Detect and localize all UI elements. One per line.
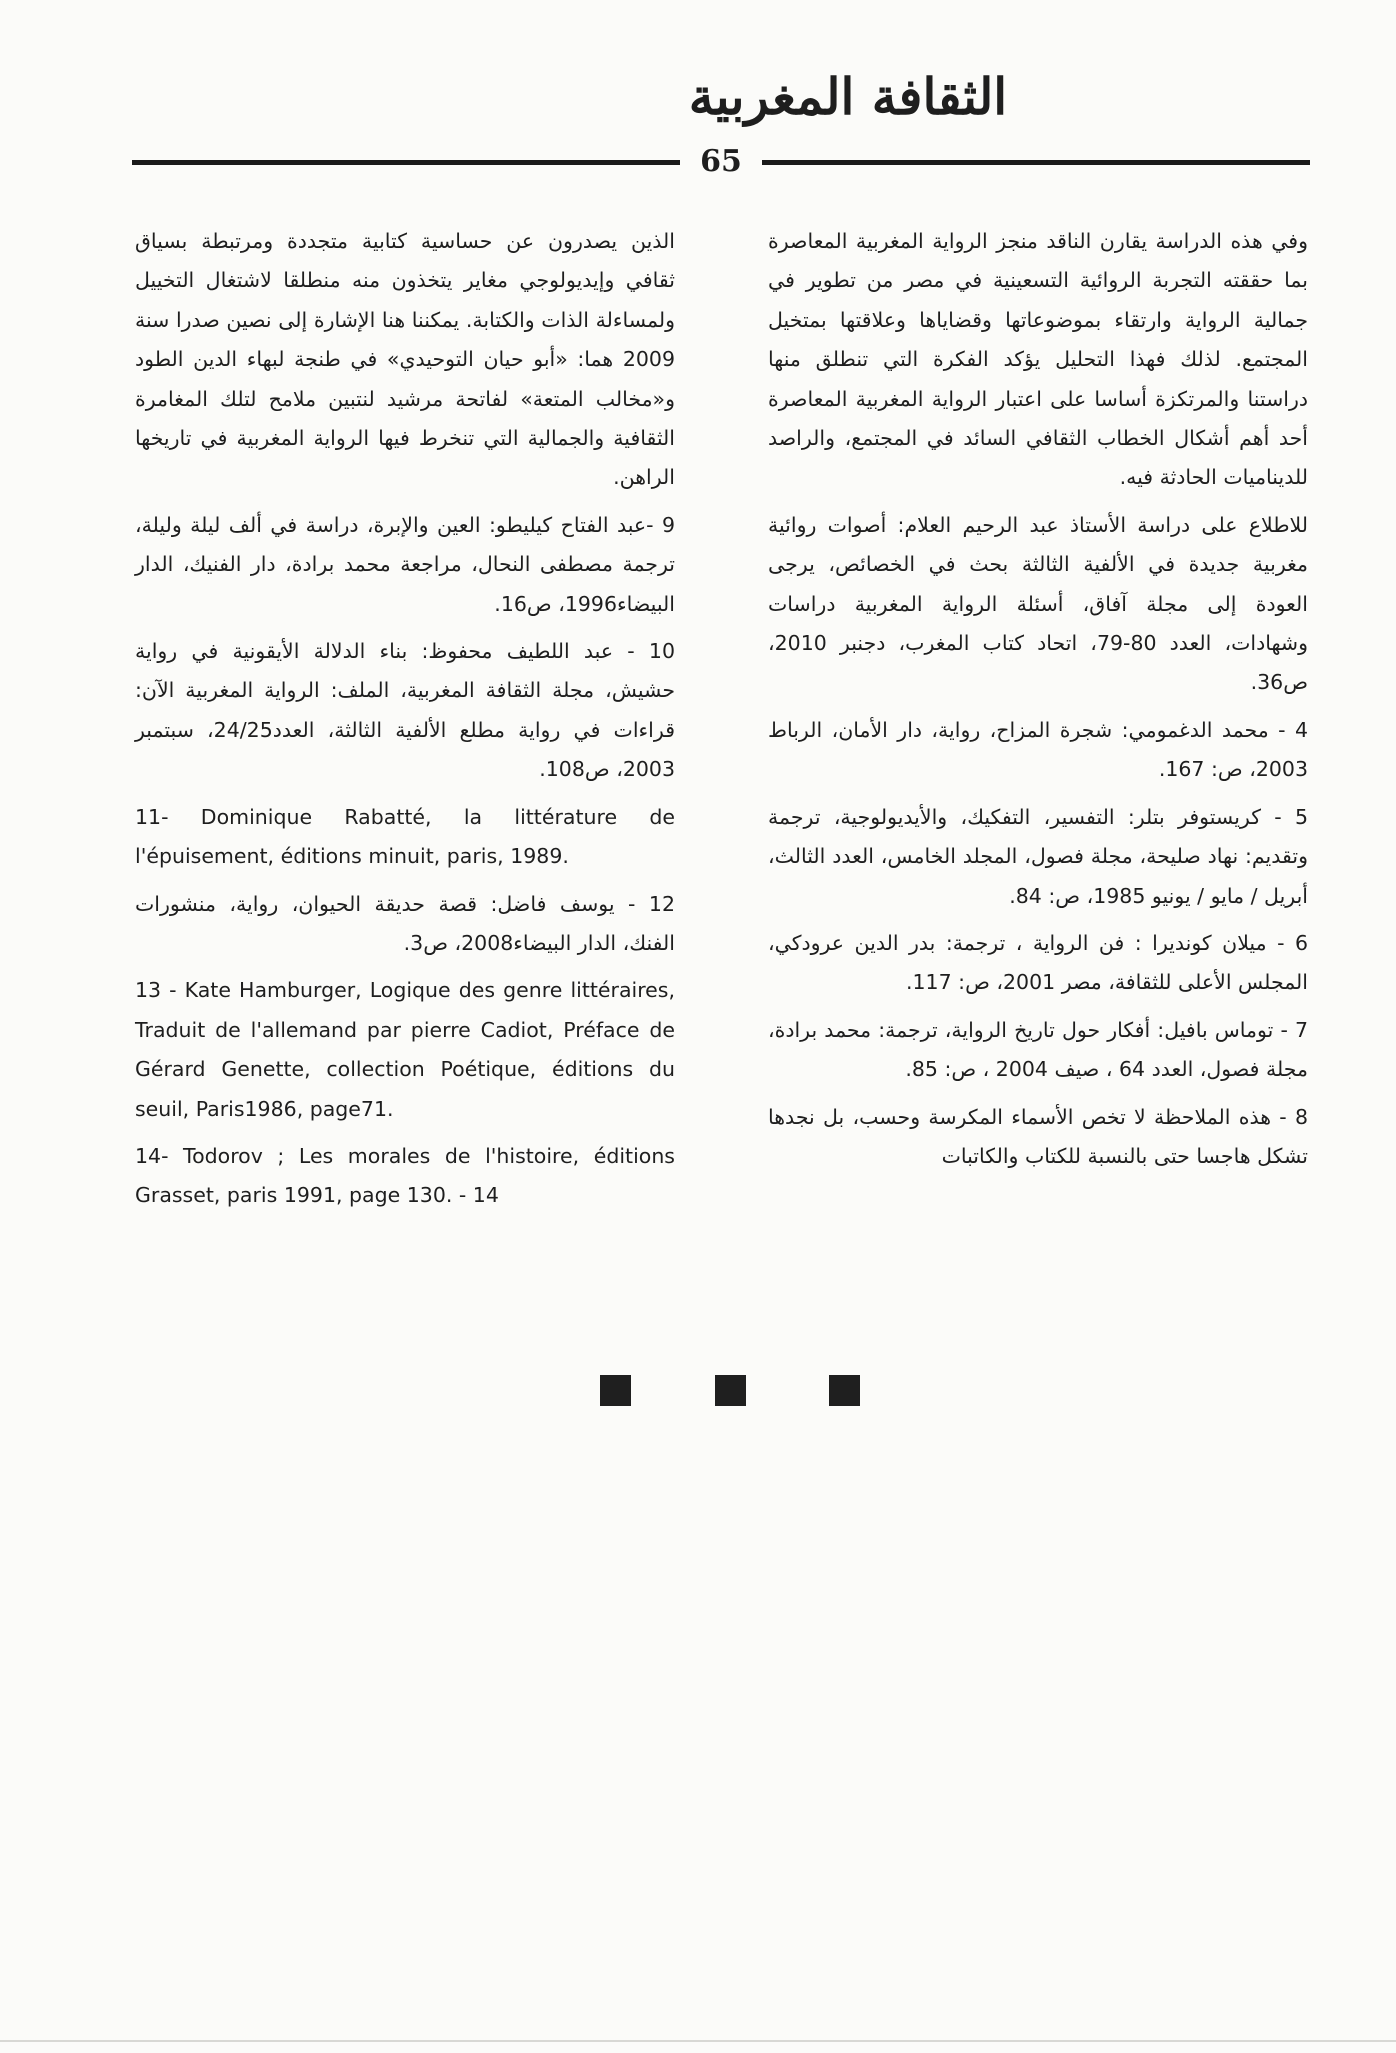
footnote-6: 6 - ميلان كونديرا : فن الرواية ، ترجمة: بدر الدين عرودكي، المجلس الأعلى للثقافة، مصر 2001، ص: 117. — [768, 930, 1308, 995]
footnote-paragraph: للاطلاع على دراسة الأستاذ عبد الرحيم العلام: أصوات روائية مغربية جديدة في الألفية الثالثة بحث في الخصائص، يرجى العودة إلى مجلة آفاق، أسئلة الرواية المغربية دراسات وشهادات، العدد 80-79، اتحاد كتاب المغرب، دجنبر 2010، ص36. — [768, 512, 1309, 695]
continued-paragraph: الذين يصدرون عن حساسية كتابية متجددة ومرتبطة بسياق ثقافي وإيديولوجي مغاير يتخذون منه منطلقا لاشتغال التخييل ولمساءلة الذات والكتابة. يمكننا هنا الإشارة إلى نصين صدرا سنة 2009 هما: «أبو حيان التوحيدي» في طنجة لبهاء الدين الطود و«مخالب المتعة» لفاتحة مرشيد لنتبين ملامح لتلك المغامرة الثقافية والجمالية التي تنخرط فيها الرواية المغربية في تاريخها الراهن. — [135, 229, 675, 490]
footnote-12: 12 - يوسف فاضل: قصة حديقة الحيوان، رواية، منشورات الفنك، الدار البيضاء2008، ص3. — [135, 891, 675, 955]
footnote-4: 4 - محمد الدغمومي: شجرة المزاح، رواية، دار الأمان، الرباط 2003، ص: 167. — [768, 717, 1308, 782]
footnote-8: 8 - هذه الملاحظة لا تخص الأسماء المكرسة وحسب، بل نجدها تشكل هاجسا حتى بالنسبة للكتاب والكاتبات — [768, 1104, 1308, 1168]
section-end-ornament — [600, 1375, 860, 1406]
footnote-14: 14- Todorov ; Les morales de l'histoire, éditions Grasset, paris 1991, page 130. - 14 — [135, 1143, 675, 1208]
footnote-10: 10 - عبد اللطيف محفوظ: بناء الدلالة الأيقونية في رواية حشيش، مجلة الثقافة المغربية، الملف: الرواية المغربية الآن: قراءات في رواية مطلع الألفية الثالثة، العدد24/25، سبتمبر 2003، ص108. — [135, 639, 675, 782]
footnote-5: 5 - كريستوفر بتلر: التفسير، التفكيك، والأيديولوجية، ترجمة وتقديم: نهاد صليحة، مجلة فصول، المجلد الخامس، العدد الثالث، أبريل / مايو / يونيو 1985، ص: 84. — [768, 804, 1308, 908]
footnote-13: 13 - Kate Hamburger, Logique des genre littéraires, Traduit de l'allemand par pierre Cadiot, Préface de Gérard Genette, collection Poétique, éditions du seuil, Paris1986, page71. — [135, 978, 675, 1121]
header-rule-left — [132, 160, 680, 165]
footnote-7: 7 - توماس بافيل: أفكار حول تاريخ الرواية، ترجمة: محمد برادة، مجلة فصول، العدد 64 ، صيف 2004 ، ص: 85. — [768, 1017, 1308, 1082]
footnote-9: 9 -عبد الفتاح كيليطو: العين والإبرة، دراسة في ألف ليلة وليلة، ترجمة مصطفى النحال، مراجعة محمد برادة، دار الفنيك، الدار البيضاء1996، ص16. — [135, 512, 675, 616]
paragraph: وفي هذه الدراسة يقارن الناقد منجز الرواية المغربية المعاصرة بما حققته التجربة الروائية التسعينية في مصر من تطوير في جمالية الرواية وارتقاء بموضوعاتها وقضاياها وعلاقتها بمتخيل المجتمع. لذلك فهذا التحليل يؤكد الفكرة التي تنطلق منها دراستنا والمرتكزة أساسا على اعتبار الرواية المغربية المعاصرة أحد أهم أشكال الخطاب الثقافي السائد في المجتمع، والراصد للديناميات الحادثة فيه. — [768, 229, 1308, 490]
square-bullet-icon — [600, 1375, 631, 1406]
square-bullet-icon — [715, 1375, 746, 1406]
left-column — [135, 222, 675, 1224]
journal-title: الثقافة المغربية — [688, 67, 1008, 126]
page-number: 65 — [700, 144, 742, 179]
right-column — [768, 222, 1308, 1184]
square-bullet-icon — [829, 1375, 860, 1406]
footnote-11: 11- Dominique Rabatté, la littérature de l'épuisement, éditions minuit, paris, 1989. — [135, 804, 675, 869]
header-rule-right — [762, 160, 1310, 165]
page-bottom-edge — [0, 2040, 1396, 2042]
